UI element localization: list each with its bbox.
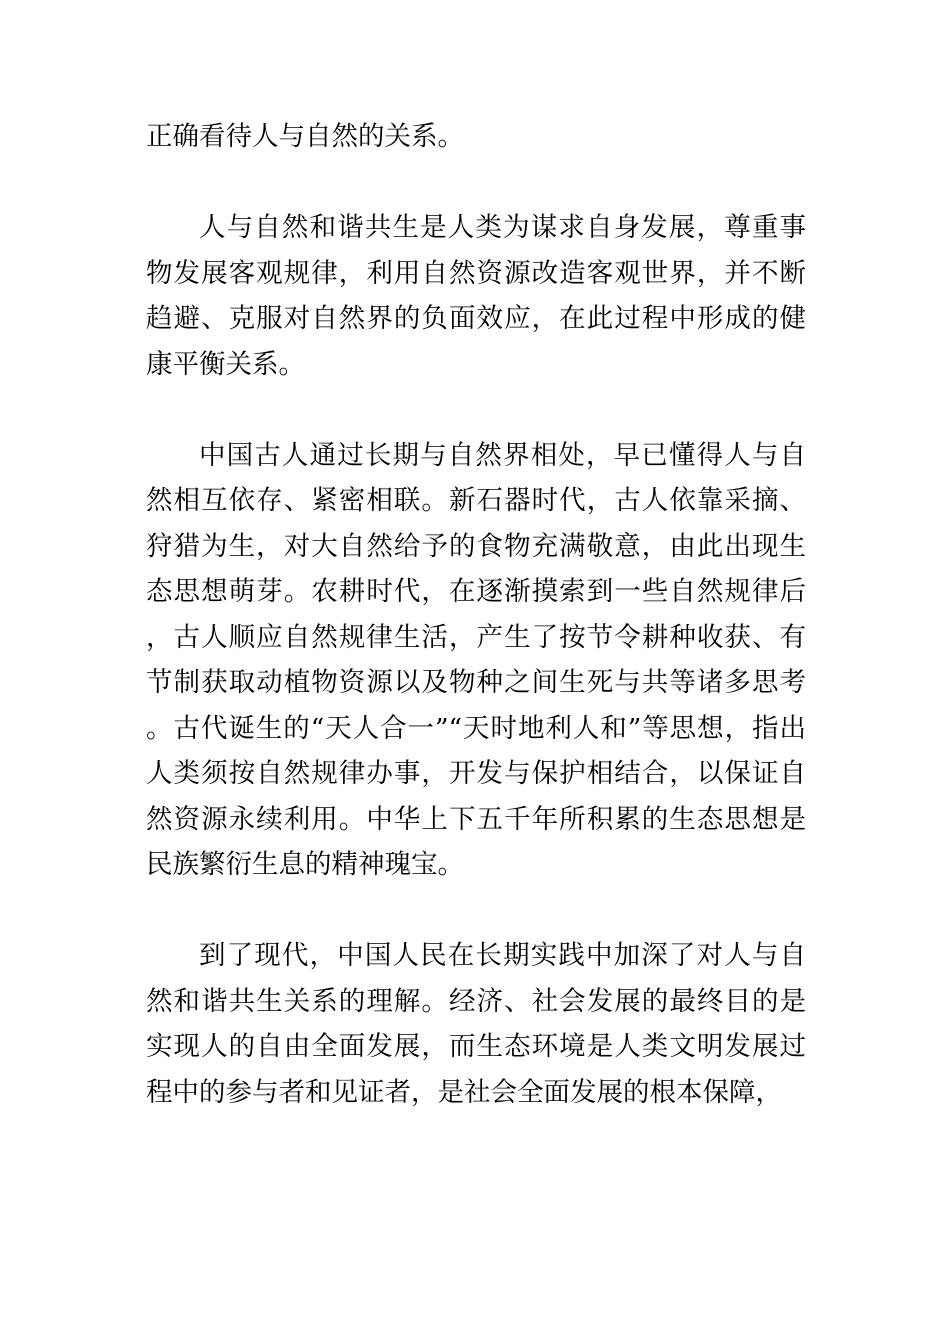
paragraph-ancient-ecological-thought: 中国古人通过长期与自然界相处，早已懂得人与自然相互依存、紧密相联。新石器时代，古人依靠采摘、狩猎为生，对大自然给予的食物充满敬意，由此出现生态思想萌芽。农耕时代，在逐渐摸索到一些自然规律后，古人顺应自然规律生活，产生了按节令耕种收获、有节制获取动植物资源以及物种之间生死与共等诸多思考。古代诞生的“天人合一”“天时地利人和”等思想，指出人类须按自然规律办事，开发与保护相结合，以保证自然资源永续利用。中华上下五千年所积累的生态思想是民族繁衍生息的精神瑰宝。	[146, 439, 806, 880]
paragraph-continuation: 正确看待人与自然的关系。	[146, 121, 464, 152]
paragraph-harmonious-coexistence: 人与自然和谐共生是人类为谋求自身发展，尊重事物发展客观规律，利用自然资源改造客观世界，并不断趋避、克服对自然界的负面效应，在此过程中形成的健康平衡关系。	[146, 212, 806, 380]
document-body	[146, 114, 806, 1161]
paragraph-modern-understanding: 到了现代，中国人民在长期实践中加深了对人与自然和谐共生关系的理解。经济、社会发展的最终目的是实现人的自由全面发展，而生态环境是人类文明发展过程中的参与者和见证者，是社会全面发展的根本保障，	[146, 940, 806, 1108]
